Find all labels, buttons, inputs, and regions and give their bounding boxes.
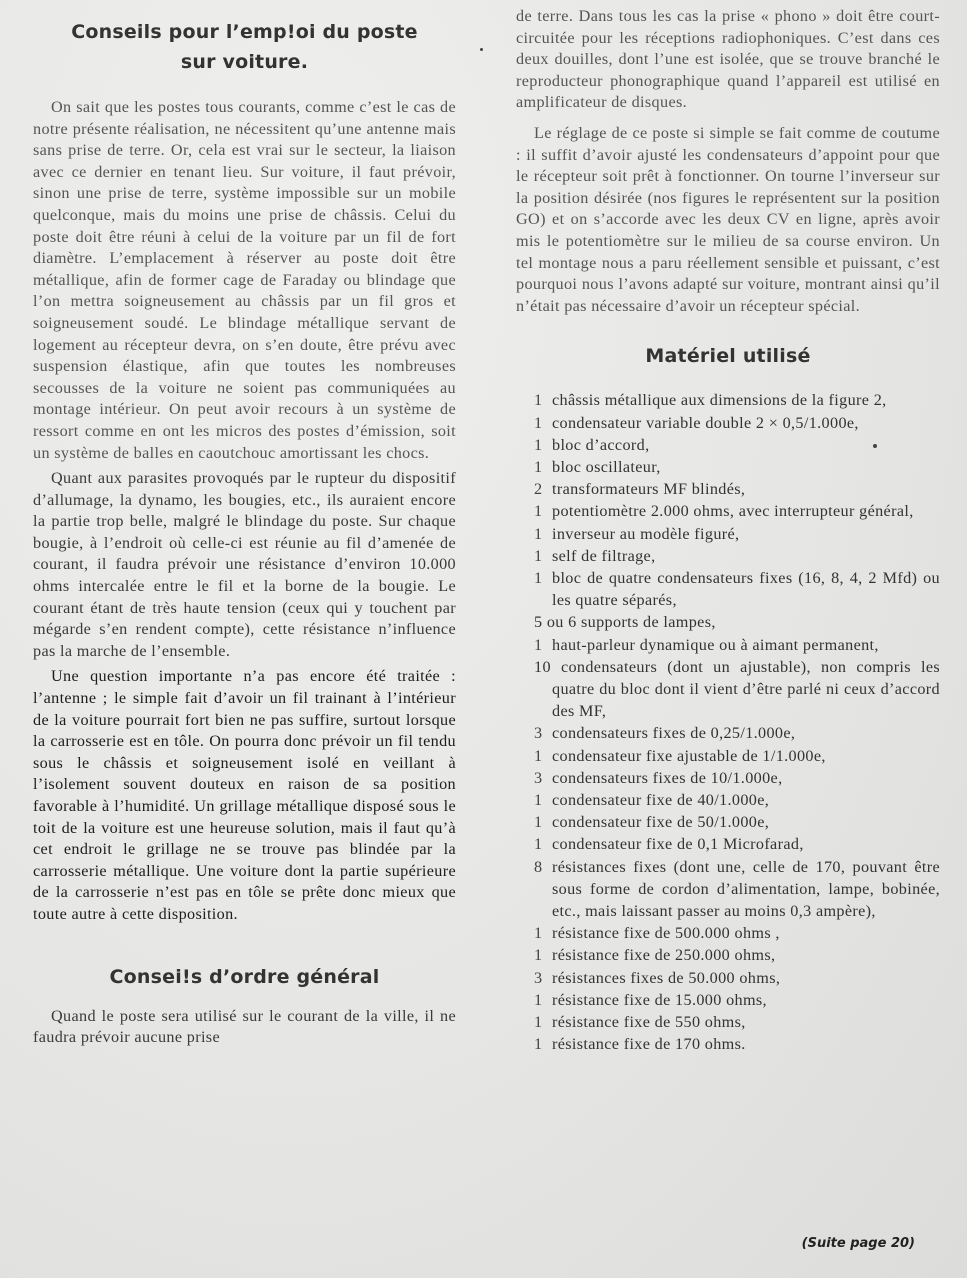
list-item: [516, 745, 940, 767]
paragraph-general-advice: Quand le poste sera utilisé sur le courant de la ville, il ne faudra prévoir aucune prise: [33, 1006, 456, 1047]
list-item: [516, 922, 940, 944]
list-item: [516, 767, 940, 789]
item-text: potentiomètre 2.000 ohms, avec interrupteur général,: [552, 502, 914, 521]
item-quantity: 1: [534, 568, 543, 587]
paragraph-phono-socket: de terre. Dans tous les cas la prise « phono » doit être court-circuitée pour les réceptions radiophoniques. C’est dans ces deux douilles, dont l’une est isolée, que se trouve branché le reproducteur phonographique quand l’appareil est utilisé en amplificateur de disques.: [516, 7, 940, 112]
list-item: [516, 456, 940, 478]
list-item: [516, 789, 940, 811]
item-quantity: 1: [534, 924, 543, 943]
section-title-materials: Matériel utilisé: [645, 345, 811, 368]
item-quantity: 1: [534, 413, 543, 432]
list-item: [516, 856, 940, 923]
item-text: résistance fixe de 250.000 ohms,: [552, 946, 776, 965]
item-quantity: 3: [534, 968, 543, 987]
list-item: [516, 611, 940, 633]
materials-list: [516, 389, 940, 1055]
item-text: condensateurs fixes de 0,25/1.000e,: [552, 724, 796, 743]
paragraph-antenna: Une question importante n’a pas encore été traitée : l’antenne ; le simple fait d’avoir un fil trainant à l’intérieur de la voiture pourrait fort bien ne pas suffire, surtout lorsque la carrosserie est en tôle. On pourra donc prévoir un fil tendu sous le châssis et soigneusement isolé en veillant à l’isolement souvent douteux en raison de sa position favorable à l’humidité. Un grillage métallique disposé sous le toit de la voiture est une heureuse solution, mais il faut qu’à cet endroit le grillage ne se trouve pas blindée par la carrosserie métallique. Une voiture dont la partie supérieure de la carrosserie n’est pas en tôle se prête donc mieux que toute autre à cette disposition.: [33, 667, 456, 923]
item-text: résistance fixe de 15.000 ohms,: [552, 990, 767, 1009]
list-item: [516, 656, 940, 723]
item-quantity: 8: [534, 857, 543, 876]
item-quantity: 1: [534, 502, 543, 521]
list-item: [516, 722, 940, 744]
item-text: résistances fixes de 50.000 ohms,: [552, 968, 781, 987]
print-speck: [873, 444, 877, 448]
right-column: [516, 0, 940, 1055]
paragraph-parasites: Quant aux parasites provoqués par le rupteur du dispositif d’allumage, la dynamo, les bougies, etc., ils auraient encore la partie trop belle, malgré le blindage du poste. Sur chaque bougie, à l’endroit où celle-ci est réunie au fil d’amenée de courant, il faudra prévoir une résistance d’environ 10.000 ohms intercalée entre le fil et la borne de la bougie. Le courant étant de très haute tension (ceux qui y touchent par mégarde s’en rendent compte), cette résistance n’influence pas la marche de l’ensemble.: [33, 469, 456, 660]
continuation-note: (Suite page 20): [801, 1236, 915, 1251]
list-item: [516, 545, 940, 567]
paragraph-tuning: Le réglage de ce poste si simple se fait comme de coutume : il suffit d’avoir ajusté les condensateurs d’appoint pour que le récepteur soit prêt à fonctionner. On tourne l’inverseur sur la position désirée (nos figures le représentent sur la position GO) et on s’accorde avec les deux CV en ligne, après avoir mis le potentiomètre sur le milieu de sa course environ. Un tel montage nous a paru réellement sensible et puissant, c’est pourquoi nous l’avons adapté sur voiture, montrant ainsi qu’il n’était pas nécessaire d’avoir un récepteur spécial.: [516, 123, 940, 315]
item-text: résistance fixe de 500.000 ohms ,: [552, 924, 780, 943]
item-quantity: 1: [534, 946, 543, 965]
article-title: [33, 0, 456, 77]
item-quantity: 1: [534, 1035, 543, 1054]
paragraph-chassis-grounding: On sait que les postes tous courants, comme c’est le cas de notre présente réalisation, ne nécessitent qu’une antenne mais sans prise de terre. Or, cela est vrai sur le secteur, la liaison avec ce dernier en tenant lieu. Sur voiture, il faut prévoir, sinon une prise de terre, système impossible sur un mobile quelconque, mais du moins une prise de châssis. Celui du poste doit être réuni à celui de la voiture par un fil de fort diamètre. L’emplacement à réserver au poste doit être métallique, afin de former cage de Faraday ou blindage que l’on mettra soigneusement au châssis par un fil gros et soigneusement soudé. Le blindage métallique servant de logement au récepteur devra, on s’en doute, être prévu avec suspension élastique, afin que toutes les nombreuses secousses de la voiture ne soient pas communiquées au montage intérieur. On peut avoir recours à un système de ressort comme en ont les micros des postes d’émission, soit un système de balles en caoutchouc amortissant les chocs.: [33, 98, 456, 462]
list-item: [516, 1011, 940, 1033]
list-item: [516, 389, 940, 411]
item-quantity: 1: [534, 524, 543, 543]
item-text: condensateur fixe de 50/1.000e,: [552, 813, 770, 832]
item-quantity: 1: [534, 457, 543, 476]
list-item: [516, 967, 940, 989]
article-title-line1: Conseils pour l’emp!oi du poste: [71, 21, 418, 43]
item-text: bloc d’accord,: [552, 435, 650, 454]
item-quantity: 1: [534, 546, 543, 565]
item-text: résistance fixe de 170 ohms.: [552, 1035, 746, 1054]
item-quantity: 1: [534, 435, 543, 454]
item-quantity: 5 ou 6: [534, 613, 577, 632]
list-item: [516, 478, 940, 500]
item-quantity: 1: [534, 835, 543, 854]
item-text: transformateurs MF blindés,: [552, 480, 746, 499]
list-item: [516, 1033, 940, 1055]
print-speck: [480, 48, 483, 51]
item-text: condensateurs (dont un ajustable), non compris les quatre du bloc dont il vient d’être parlé ni ceux d’accord des MF,: [552, 657, 940, 721]
list-item: [516, 944, 940, 966]
item-text: condensateur fixe de 0,1 Microfarad,: [552, 835, 804, 854]
item-quantity: 1: [534, 790, 543, 809]
item-quantity: 10: [534, 657, 551, 676]
list-item: [516, 634, 940, 656]
list-item: [516, 833, 940, 855]
item-quantity: 1: [534, 746, 543, 765]
item-quantity: 1: [534, 391, 543, 410]
item-text: condensateur variable double 2 × 0,5/1.000e,: [552, 413, 859, 432]
item-quantity: 3: [534, 768, 543, 787]
list-item: [516, 523, 940, 545]
article-title-line2: sur voiture.: [180, 51, 309, 73]
item-quantity: 1: [534, 635, 543, 654]
item-text: condensateur fixe de 40/1.000e,: [552, 790, 770, 809]
item-text: self de filtrage,: [552, 546, 656, 565]
list-item: [516, 500, 940, 522]
item-quantity: 1: [534, 813, 543, 832]
item-text: supports de lampes,: [580, 613, 716, 632]
item-text: bloc oscillateur,: [552, 457, 661, 476]
item-text: bloc de quatre condensateurs fixes (16, 8, 4, 2 Mfd) ou les quatre séparés,: [552, 568, 940, 610]
item-quantity: 3: [534, 724, 543, 743]
item-quantity: 1: [534, 990, 543, 1009]
list-item: [516, 989, 940, 1011]
item-quantity: 1: [534, 1013, 543, 1031]
list-item: [516, 412, 940, 434]
item-text: châssis métallique aux dimensions de la figure 2,: [552, 391, 887, 410]
item-text: résistances fixes (dont une, celle de 170, pouvant être sous forme de cordon d’alimentation, lampe, bobinée, etc., mais laissant passer au moins 0,3 ampère),: [552, 857, 940, 920]
item-text: condensateur fixe ajustable de 1/1.000e,: [552, 746, 826, 765]
list-item: [516, 567, 940, 611]
item-text: haut-parleur dynamique ou à aimant permanent,: [552, 635, 879, 654]
item-text: résistance fixe de 550 ohms,: [552, 1013, 746, 1031]
left-column: [33, 0, 456, 1049]
item-text: condensateurs fixes de 10/1.000e,: [552, 768, 783, 787]
section-title-general-advice: Consei!s d’ordre général: [109, 965, 380, 988]
item-quantity: 2: [534, 480, 543, 499]
item-text: inverseur au modèle figuré,: [552, 524, 740, 543]
list-item: [516, 811, 940, 833]
